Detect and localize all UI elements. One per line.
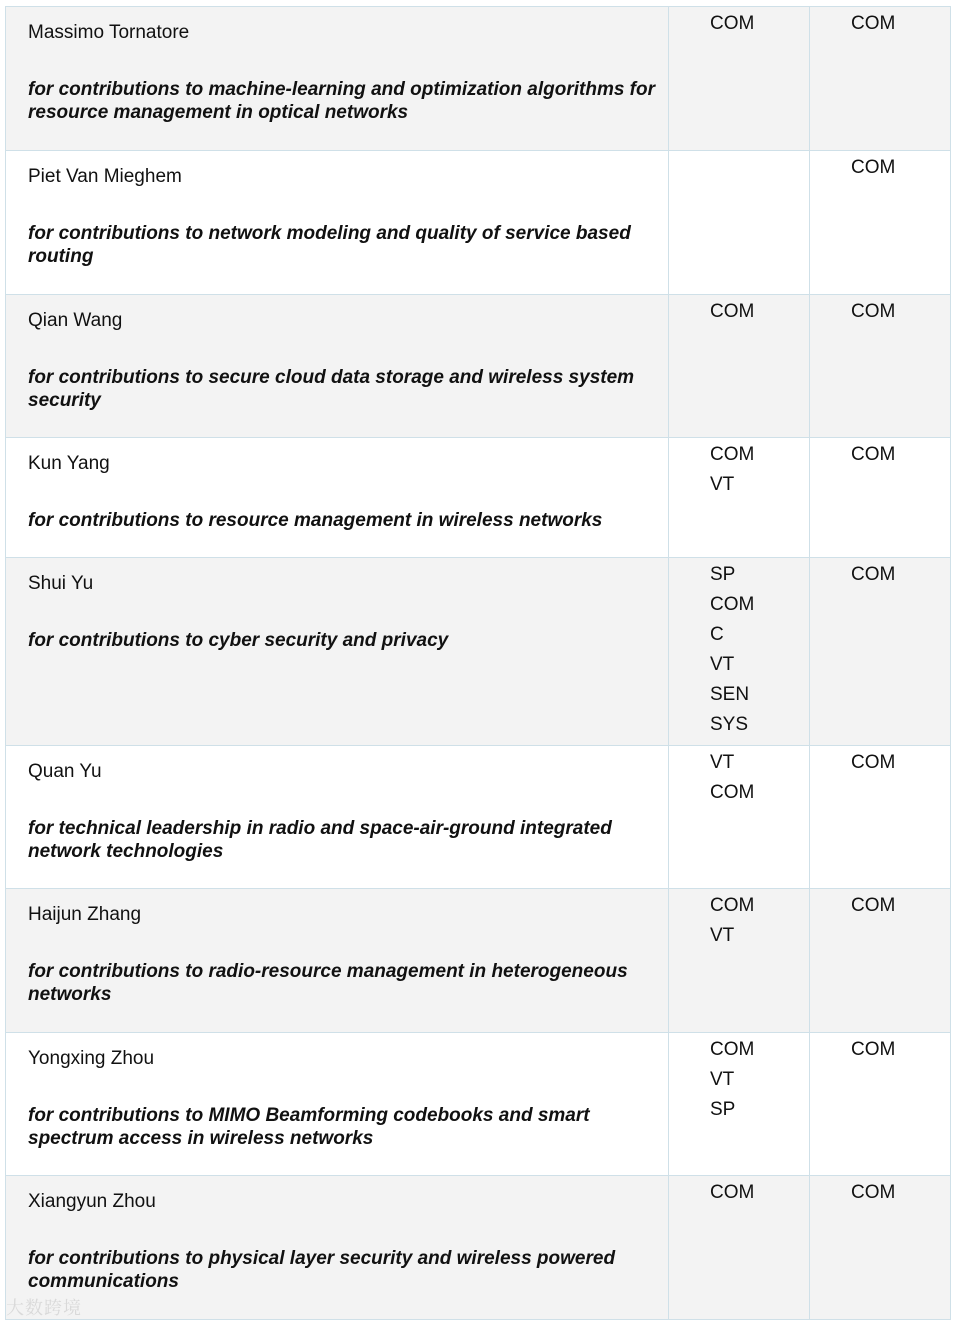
- fellow-citation: for contributions to MIMO Beamforming codebooks and smart spectrum access in wireless networks: [28, 1105, 590, 1149]
- society-code: COM: [851, 895, 896, 916]
- watermark-logo: 大数跨境: [6, 1298, 82, 1319]
- fellow-name: Piet Van Mieghem: [28, 166, 182, 187]
- member-societies-cell: [669, 295, 810, 437]
- society-code: COM: [851, 13, 896, 34]
- evaluating-society-cell: [810, 889, 951, 1032]
- society-code: SP: [710, 1099, 736, 1120]
- member-societies-cell: [669, 438, 810, 557]
- fellows-table: [5, 6, 951, 1320]
- fellow-citation: for contributions to resource management in wireless networks: [28, 510, 603, 531]
- fellow-name: Massimo Tornatore: [28, 22, 190, 43]
- fellow-citation: for contributions to radio-resource management in heterogeneous networks: [28, 961, 628, 1005]
- fellow-citation: for contributions to cyber security and privacy: [28, 630, 449, 651]
- evaluating-society-cell: [810, 558, 951, 745]
- fellow-cell: [6, 151, 669, 294]
- fellow-cell: [6, 1033, 669, 1175]
- fellow-cell: [6, 295, 669, 437]
- society-code: VT: [710, 1069, 735, 1090]
- table-row: [6, 746, 951, 889]
- table-row: [6, 1033, 951, 1176]
- evaluating-society-cell: [810, 438, 951, 557]
- society-code: COM: [710, 301, 755, 322]
- member-societies-cell: [669, 558, 810, 745]
- fellow-citation: for contributions to network modeling and quality of service based routing: [28, 223, 631, 267]
- society-code: COM: [851, 301, 896, 322]
- fellow-citation: for contributions to machine-learning and optimization algorithms for resource management in optical networks: [28, 79, 656, 123]
- fellow-cell: [6, 558, 669, 745]
- society-code: VT: [710, 654, 735, 675]
- table-row: [6, 151, 951, 295]
- member-societies-cell: [669, 1176, 810, 1319]
- fellow-cell: [6, 746, 669, 888]
- member-societies-cell: [669, 746, 810, 888]
- fellow-name: Quan Yu: [28, 761, 102, 782]
- society-code: VT: [710, 925, 735, 946]
- society-code: VT: [710, 474, 735, 495]
- society-code: COM: [710, 895, 755, 916]
- table-row: [6, 438, 951, 558]
- table-row: [6, 558, 951, 746]
- fellow-name: Haijun Zhang: [28, 904, 142, 925]
- member-societies-cell: [669, 889, 810, 1032]
- society-code: VT: [710, 752, 735, 773]
- member-societies-cell: [669, 1033, 810, 1175]
- table-row: [6, 295, 951, 438]
- table-row: [6, 889, 951, 1033]
- fellow-citation: for technical leadership in radio and space-air-ground integrated network technologies: [28, 818, 612, 862]
- fellow-name: Shui Yu: [28, 573, 94, 594]
- fellow-cell: [6, 1176, 669, 1319]
- table-row: [6, 1176, 951, 1320]
- society-code: COM: [710, 594, 755, 615]
- fellow-citation: for contributions to secure cloud data storage and wireless system security: [28, 367, 635, 411]
- society-code: COM: [851, 564, 896, 585]
- fellow-name: Qian Wang: [28, 310, 123, 331]
- society-code: COM: [851, 1182, 896, 1203]
- society-code: SP: [710, 564, 736, 585]
- evaluating-society-cell: [810, 746, 951, 888]
- society-code: COM: [851, 1039, 896, 1060]
- fellow-cell: [6, 438, 669, 557]
- society-code: COM: [710, 13, 755, 34]
- member-societies-cell: [669, 151, 810, 294]
- evaluating-society-cell: [810, 1033, 951, 1175]
- evaluating-society-cell: [810, 151, 951, 294]
- society-code: COM: [710, 1182, 755, 1203]
- table-row: [6, 7, 951, 151]
- society-code: COM: [710, 782, 755, 803]
- society-code: COM: [851, 752, 896, 773]
- fellow-name: Kun Yang: [28, 453, 110, 474]
- evaluating-society-cell: [810, 295, 951, 437]
- fellow-citation: for contributions to physical layer security and wireless powered communications: [28, 1248, 616, 1292]
- evaluating-society-cell: [810, 1176, 951, 1319]
- fellow-name: Yongxing Zhou: [28, 1048, 155, 1069]
- society-code: COM: [851, 157, 896, 178]
- society-code: COM: [851, 444, 896, 465]
- society-code: SYS: [710, 714, 749, 735]
- fellow-cell: [6, 889, 669, 1032]
- fellow-cell: [6, 7, 669, 150]
- society-code: COM: [710, 444, 755, 465]
- fellow-name: Xiangyun Zhou: [28, 1191, 156, 1212]
- member-societies-cell: [669, 7, 810, 150]
- society-code: C: [710, 624, 724, 645]
- evaluating-society-cell: [810, 7, 951, 150]
- society-code: COM: [710, 1039, 755, 1060]
- society-code: SEN: [710, 684, 750, 705]
